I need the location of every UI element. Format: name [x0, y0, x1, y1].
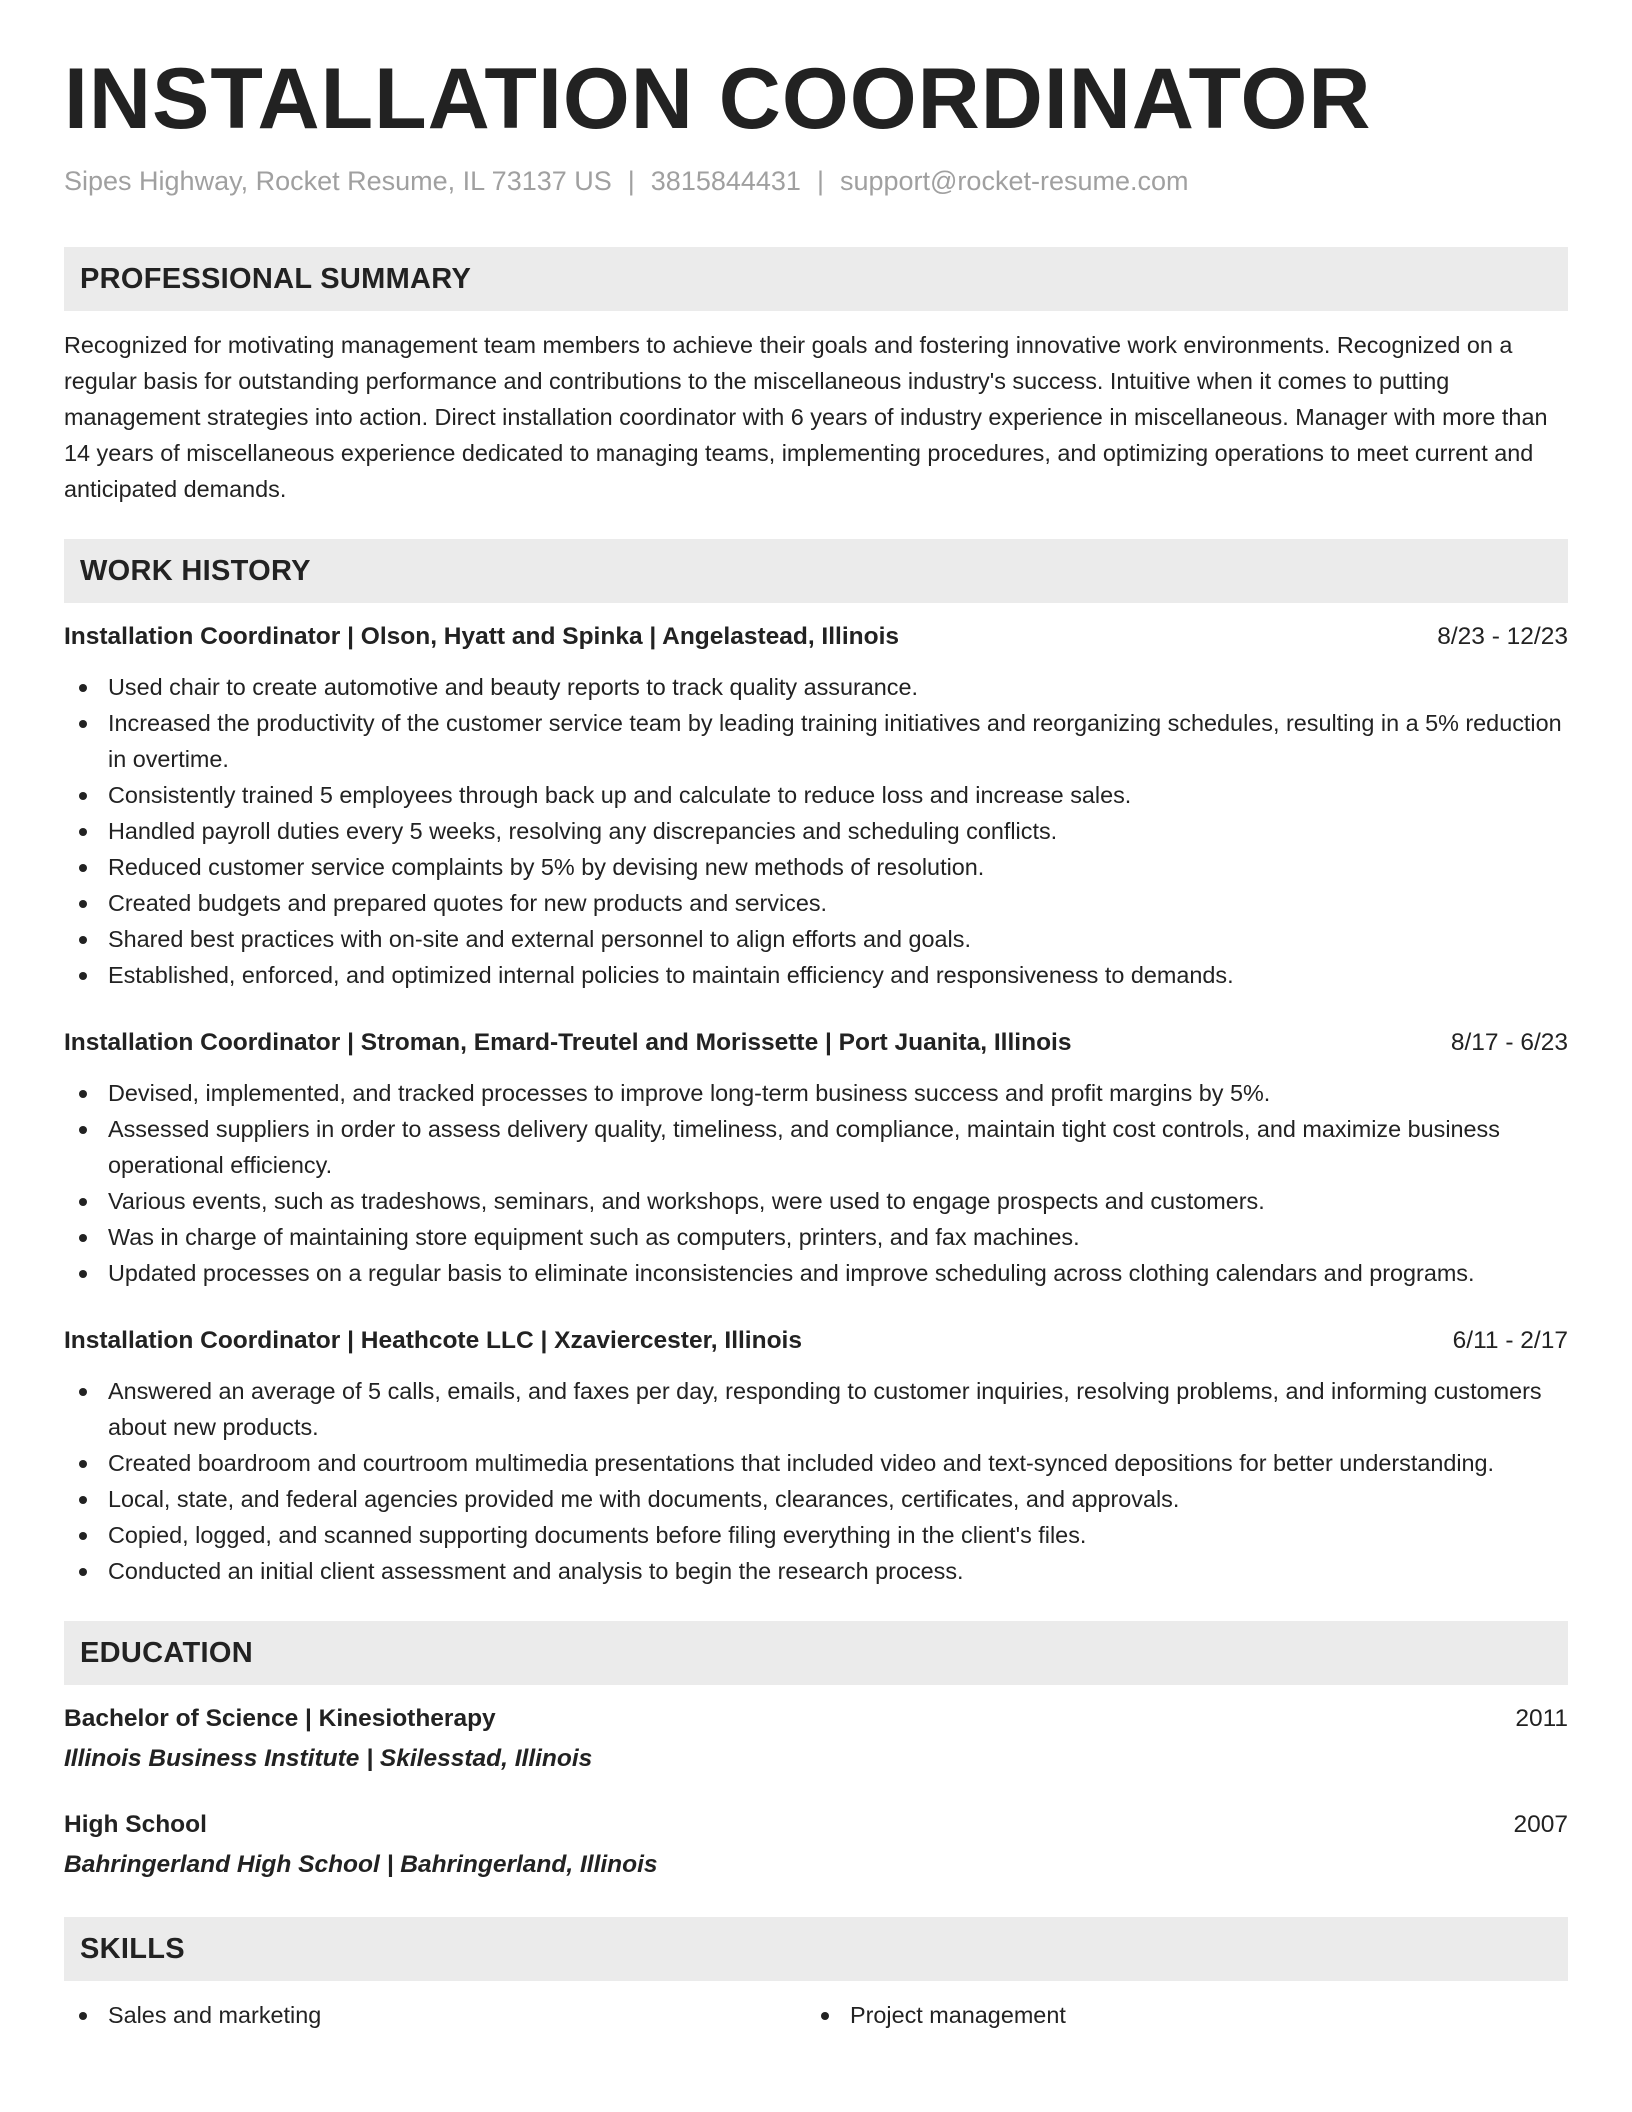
bullet-item: Conducted an initial client assessment and analysis to begin the research process. [64, 1553, 1568, 1589]
bullet-item: Consistently trained 5 employees through back up and calculate to reduce loss and increase sales. [64, 777, 1568, 813]
education-entry [64, 1807, 1568, 1883]
skill-item: Project management [806, 1997, 1548, 2033]
section-header-summary: PROFESSIONAL SUMMARY [64, 247, 1568, 311]
school-name: Illinois Business Institute | Skilesstad, Illinois [64, 1745, 593, 1772]
bullet-item: Updated processes on a regular basis to eliminate inconsistencies and improve scheduling across clothing calendars and programs. [64, 1255, 1568, 1291]
school-name: Bahringerland High School | Bahringerland, Illinois [64, 1851, 658, 1878]
section-header-education: EDUCATION [64, 1621, 1568, 1685]
education-header [64, 1807, 1568, 1843]
bullet-item: Reduced customer service complaints by 5% by devising new methods of resolution. [64, 849, 1568, 885]
skills-list [64, 1997, 1568, 2033]
skills-column-right [806, 1997, 1548, 2033]
job-bullets [64, 1373, 1568, 1589]
bullet-item: Used chair to create automotive and beauty reports to track quality assurance. [64, 669, 1568, 705]
contact-separator: | [816, 166, 824, 196]
section-header-skills: SKILLS [64, 1917, 1568, 1981]
job-entry [64, 1323, 1568, 1589]
education-header [64, 1701, 1568, 1737]
job-bullets [64, 1075, 1568, 1291]
bullet-item: Assessed suppliers in order to assess delivery quality, timeliness, and compliance, maintain tight cost controls, and maximize business operational efficiency. [64, 1111, 1568, 1183]
bullet-item: Handled payroll duties every 5 weeks, resolving any discrepancies and scheduling conflicts. [64, 813, 1568, 849]
graduation-year: 2011 [1515, 1705, 1568, 1732]
contact-email: support@rocket-resume.com [839, 166, 1189, 196]
job-title: Installation Coordinator | Stroman, Emard-Treutel and Morissette | Port Juanita, Illinois [64, 1029, 1072, 1056]
job-header [64, 1025, 1568, 1061]
job-header [64, 1323, 1568, 1359]
degree: Bachelor of Science | Kinesiotherapy [64, 1705, 496, 1732]
contact-address: Sipes Highway, Rocket Resume, IL 73137 US [64, 166, 612, 196]
contact-line [64, 166, 1568, 197]
skill-item: Sales and marketing [64, 1997, 806, 2033]
job-header [64, 619, 1568, 655]
bullet-item: Answered an average of 5 calls, emails, and faxes per day, responding to customer inquiries, resolving problems, and informing customers about new products. [64, 1373, 1568, 1445]
education-entry [64, 1701, 1568, 1777]
bullet-item: Copied, logged, and scanned supporting documents before filing everything in the client's files. [64, 1517, 1568, 1553]
contact-phone: 3815844431 [650, 166, 801, 196]
bullet-item: Was in charge of maintaining store equipment such as computers, printers, and fax machines. [64, 1219, 1568, 1255]
job-dates: 8/23 - 12/23 [1437, 623, 1568, 650]
job-entry [64, 619, 1568, 993]
job-entry [64, 1025, 1568, 1291]
job-bullets [64, 669, 1568, 993]
bullet-item: Devised, implemented, and tracked processes to improve long-term business success and profit margins by 5%. [64, 1075, 1568, 1111]
bullet-item: Local, state, and federal agencies provided me with documents, clearances, certificates, and approvals. [64, 1481, 1568, 1517]
bullet-item: Established, enforced, and optimized internal policies to maintain efficiency and responsiveness to demands. [64, 957, 1568, 993]
job-dates: 8/17 - 6/23 [1450, 1029, 1568, 1056]
bullet-item: Various events, such as tradeshows, seminars, and workshops, were used to engage prospects and customers. [64, 1183, 1568, 1219]
section-header-work-history: WORK HISTORY [64, 539, 1568, 603]
degree: High School [64, 1811, 207, 1838]
bullet-item: Shared best practices with on-site and external personnel to align efforts and goals. [64, 921, 1568, 957]
summary-text: Recognized for motivating management team members to achieve their goals and fostering innovative work environments. Recognized on a regular basis for outstanding performance and contributions to the miscellaneous industry's success. Intuitive when it comes to putting management strategies into action. Direct installation coordinator with 6 years of industry experience in miscellaneous. Manager with more than 14 years of miscellaneous experience dedicated to managing teams, implementing procedures, and optimizing operations to meet current and anticipated demands. [64, 332, 1548, 502]
job-title: Installation Coordinator | Heathcote LLC | Xzaviercester, Illinois [64, 1327, 802, 1354]
job-title: Installation Coordinator | Olson, Hyatt and Spinka | Angelastead, Illinois [64, 623, 900, 650]
resume-page [64, 51, 1568, 2033]
contact-separator: | [627, 166, 635, 196]
bullet-item: Created boardroom and courtroom multimedia presentations that included video and text-synced depositions for better understanding. [64, 1445, 1568, 1481]
graduation-year: 2007 [1513, 1811, 1568, 1838]
candidate-name: INSTALLATION COORDINATOR [64, 51, 1372, 147]
bullet-item: Created budgets and prepared quotes for new products and services. [64, 885, 1568, 921]
skills-column-left [64, 1997, 806, 2033]
job-dates: 6/11 - 2/17 [1452, 1327, 1568, 1354]
bullet-item: Increased the productivity of the customer service team by leading training initiatives and reorganizing schedules, resulting in a 5% reduction in overtime. [64, 705, 1568, 777]
